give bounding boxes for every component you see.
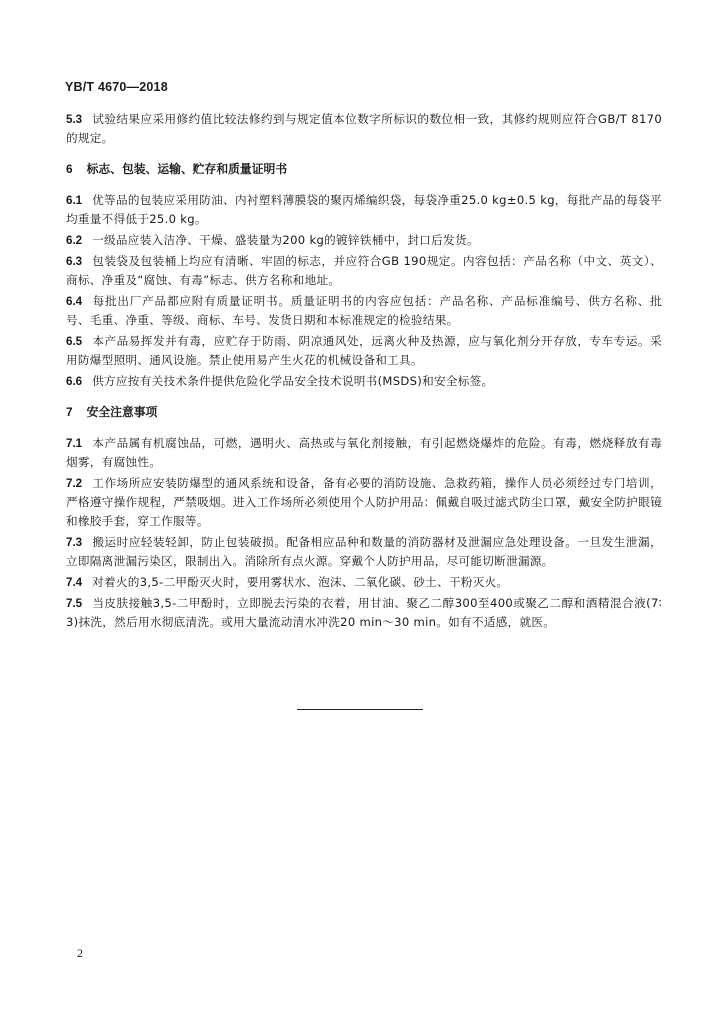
clause-5-3 bbox=[66, 110, 662, 148]
section-title: 标志、包装、运输、贮存和质量证明书 bbox=[86, 162, 288, 176]
clause-7-2 bbox=[66, 474, 662, 531]
clause-text: 本产品易挥发并有毒，应贮存于防雨、阴凉通风处，远离火种及热源，应与氧化剂分开存放，专车专运。采用防爆型照明、通风设施。禁止使用易产生火花的机械设备和工具。 bbox=[66, 334, 662, 367]
clause-number: 6.2 bbox=[66, 234, 83, 247]
clause-6-4 bbox=[66, 292, 662, 330]
clause-text: 当皮肤接触3,5-二甲酚时，立即脱去污染的衣着，用甘油、聚乙二醇300至400或聚乙二醇和酒精混合液(7∶3)抹洗，然后用水彻底清洗。或用大量流动清水冲洗20 min～30 min。如有不适感，就医。 bbox=[66, 596, 662, 629]
page-number: 2 bbox=[77, 946, 83, 960]
clause-7-3 bbox=[66, 533, 662, 571]
clause-number: 5.3 bbox=[66, 113, 83, 126]
clause-6-3 bbox=[66, 252, 662, 290]
clause-number: 6.5 bbox=[66, 335, 83, 348]
clause-text: 工作场所应安装防爆型的通风系统和设备，备有必要的消防设施、急救药箱，操作人员必须经过专门培训，严格遵守操作规程，严禁吸烟。进入工作场所必须使用个人防护用品：佩戴自吸过滤式防尘口罩，戴安全防护眼镜和橡胶手套，穿工作服等。 bbox=[66, 476, 662, 528]
clause-6-1 bbox=[66, 191, 662, 229]
clause-text: 一级品应装入洁净、干燥、盛装量为200 kg的镀锌铁桶中，封口后发货。 bbox=[92, 233, 479, 247]
clause-7-4 bbox=[66, 573, 662, 592]
clause-number: 6.4 bbox=[66, 295, 83, 308]
clause-number: 7.3 bbox=[66, 536, 83, 549]
clause-number: 6.6 bbox=[66, 375, 83, 388]
clause-number: 7.1 bbox=[66, 437, 83, 450]
clause-number: 7.5 bbox=[66, 597, 83, 610]
clause-6-5 bbox=[66, 332, 662, 370]
clause-text: 搬运时应轻装轻卸，防止包装破损。配备相应品种和数量的消防器材及泄漏应急处理设备。一旦发生泄漏，立即隔离泄漏污染区，限制出入。消除所有点火源。穿戴个人防护用品，尽可能切断泄漏源。 bbox=[66, 535, 662, 568]
end-of-document-rule bbox=[297, 709, 423, 710]
clause-text: 包装袋及包装桶上均应有清晰、牢固的标志，并应符合GB 190规定。内容包括：产品名称（中文、英文）、商标、净重及“腐蚀、有毒”标志、供方名称和地址。 bbox=[66, 254, 662, 287]
section-number: 6 bbox=[66, 162, 73, 176]
section-6-heading bbox=[66, 160, 662, 179]
clause-6-2 bbox=[66, 231, 662, 250]
clause-text: 优等品的包装应采用防油、内衬塑料薄膜袋的聚丙烯编织袋，每袋净重25.0 kg±0.5 kg，每批产品的每袋平均重量不得低于25.0 kg。 bbox=[66, 193, 662, 226]
standard-number-header: YB/T 4670—2018 bbox=[65, 80, 168, 94]
section-title: 安全注意事项 bbox=[86, 405, 158, 419]
clause-number: 6.3 bbox=[66, 255, 83, 268]
clause-7-5 bbox=[66, 594, 662, 632]
clause-text: 本产品属有机腐蚀品，可燃，遇明火、高热或与氧化剂接触，有引起燃烧爆炸的危险。有毒，燃烧释放有毒烟雾，有腐蚀性。 bbox=[66, 436, 662, 469]
clause-number: 7.2 bbox=[66, 477, 83, 490]
clause-number: 7.4 bbox=[66, 576, 83, 589]
section-7-heading bbox=[66, 403, 662, 422]
clause-text: 供方应按有关技术条件提供危险化学品安全技术说明书(MSDS)和安全标签。 bbox=[92, 374, 494, 388]
section-number: 7 bbox=[66, 405, 73, 419]
document-body bbox=[66, 110, 662, 632]
clause-text: 试验结果应采用修约值比较法修约到与规定值本位数字所标识的数位相一致，其修约规则应符合GB/T 8170的规定。 bbox=[66, 112, 662, 145]
clause-number: 6.1 bbox=[66, 194, 83, 207]
clause-6-6 bbox=[66, 372, 662, 391]
clause-text: 每批出厂产品都应附有质量证明书。质量证明书的内容应包括：产品名称、产品标准编号、供方名称、批号、毛重、净重、等级、商标、车号、发货日期和本标准规定的检验结果。 bbox=[66, 294, 662, 327]
clause-text: 对着火的3,5-二甲酚灭火时，要用雾状水、泡沫、二氧化碳、砂土、干粉灭火。 bbox=[92, 575, 509, 589]
clause-7-1 bbox=[66, 434, 662, 472]
